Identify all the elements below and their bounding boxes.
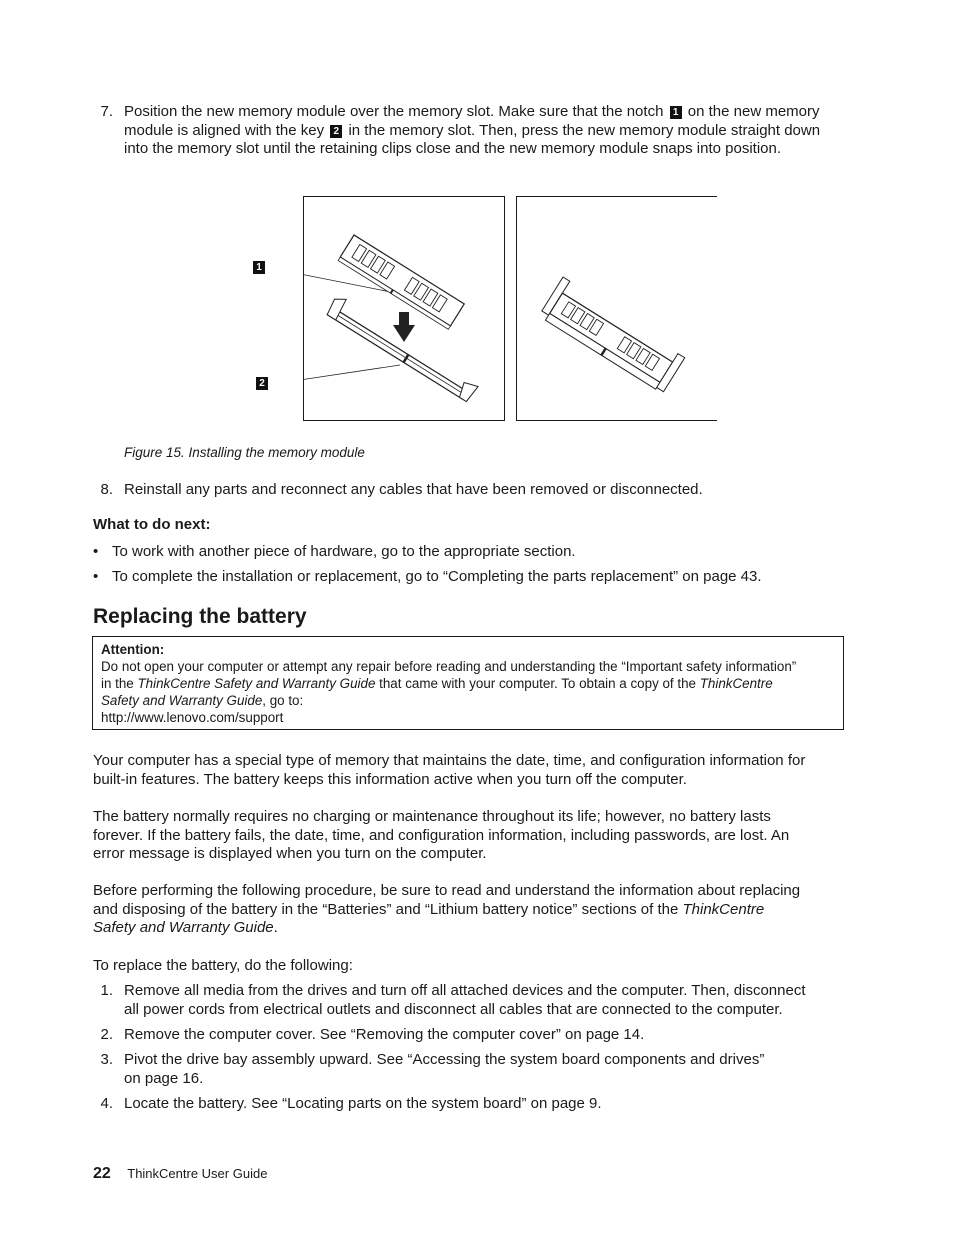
memory-insert-illustration [304, 197, 504, 420]
paragraph-1: Your computer has a special type of memory that maintains the date, time, and configuration information for built-in features. The battery keeps this information active when you turn off the computer. [93, 752, 806, 788]
paragraph-2: The battery normally requires no charging or maintenance throughout its life; however, no battery lasts forever. If the battery fails, the date, time, and configuration information, including passwords, are lost. An error message is displayed when you turn on the computer. [93, 808, 790, 862]
figure-panel-left [303, 196, 505, 421]
step-7-line-1: Position the new memory module over the memory slot. Make sure that the notch 1 on the new memory [124, 103, 820, 120]
what-next-text-1: To work with another piece of hardware, go to the appropriate section. [112, 543, 576, 560]
callout-1-badge: 1 [670, 106, 682, 119]
memory-installed-illustration [517, 197, 717, 420]
footer-title: ThinkCentre User Guide [127, 1166, 268, 1181]
paragraph-3: Before performing the following procedure, be sure to read and understand the information about replacing and disposing of the battery in the “Batteries” and “Lithium battery notice” sections of the ThinkCentre Safety and Warranty Guide. [93, 882, 801, 936]
section-title: Replacing the battery [93, 605, 307, 628]
step-number: 8. [100, 481, 113, 498]
figure-memory-module [250, 195, 720, 423]
what-next-heading: What to do next: [93, 516, 211, 533]
bullet-icon: • [93, 568, 99, 585]
bullet-icon: • [93, 543, 99, 560]
page-footer [93, 1165, 267, 1183]
page-number: 22 [93, 1165, 111, 1182]
attention-label: Attention: [101, 642, 165, 657]
step-7-line-3: into the memory slot until the retaining clips close and the new memory module snaps into position. [124, 140, 782, 157]
figure-callout-2: 2 [256, 377, 268, 390]
figure-callout-1: 1 [253, 261, 265, 274]
procedure-intro: To replace the battery, do the following: [93, 957, 353, 974]
support-url: http://www.lenovo.com/support [101, 710, 284, 725]
callout-2-badge: 2 [330, 125, 342, 138]
step-7-line-2: module is aligned with the key 2 in the memory slot. Then, press the new memory module straight down [124, 121, 821, 139]
step-8-text: Reinstall any parts and reconnect any cables that have been removed or disconnected. [124, 481, 703, 498]
figure-panel-right [516, 196, 717, 421]
step-number: 7. [100, 103, 113, 120]
attention-content: Attention: Do not open your computer or attempt any repair before reading and understanding the “Important safety information” in the ThinkCentre Safety and Warranty Guide that came with your computer. To obtain a copy of the ThinkCentre Safety and Warranty Guide, go to: http://www.lenovo.com/support [101, 642, 797, 725]
attention-box [92, 636, 844, 730]
what-next-text-2: To complete the installation or replacement, go to “Completing the parts replacement” on page 43. [112, 568, 762, 585]
figure-caption: Figure 15. Installing the memory module [124, 445, 365, 460]
